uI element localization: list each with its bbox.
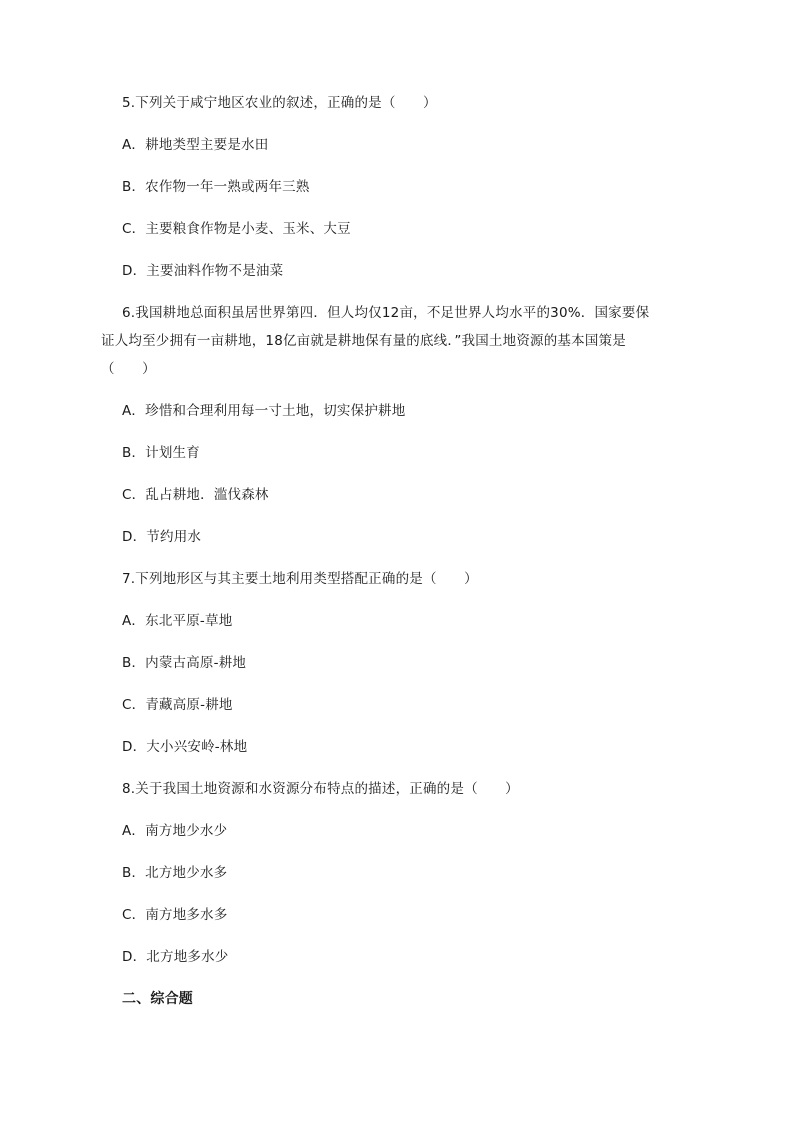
section-heading: 二、综合题 — [122, 991, 193, 1007]
question-7-option-a: A．东北平原-草地 — [122, 613, 233, 629]
question-5-stem: 5.下列关于咸宁地区农业的叙述，正确的是（ ） — [122, 95, 437, 111]
question-6-option-b: B．计划生育 — [122, 445, 200, 461]
question-6-option-c: C．乱占耕地．滥伐森林 — [122, 487, 269, 503]
question-7-option-b: B．内蒙古高原-耕地 — [122, 655, 247, 671]
question-5-option-b: B．农作物一年一熟或两年三熟 — [122, 179, 310, 195]
question-8-stem: 8.关于我国土地资源和水资源分布特点的描述，正确的是（ ） — [122, 781, 519, 797]
question-7-stem: 7.下列地形区与其主要土地利用类型搭配正确的是（ ） — [122, 571, 478, 587]
question-8-option-b: B．北方地少水多 — [122, 865, 228, 881]
question-6-stem-line-3: （ ） — [101, 361, 156, 377]
question-6-option-d: D．节约用水 — [122, 529, 202, 545]
question-6-option-a: A．珍惜和合理利用每一寸土地，切实保护耕地 — [122, 403, 406, 419]
question-6-stem-line-2: 证人均至少拥有一亩耕地，18亿亩就是耕地保有量的底线．”我国土地资源的基本国策是 — [101, 333, 626, 349]
question-6-stem-line-1: 6.我国耕地总面积虽居世界第四．但人均仅12亩，不足世界人均水平的30%．国家要保 — [122, 305, 650, 321]
question-5-option-d: D．主要油料作物不是油菜 — [122, 263, 284, 279]
question-5-option-a: A．耕地类型主要是水田 — [122, 137, 269, 153]
question-8-option-c: C．南方地多水多 — [122, 907, 228, 923]
question-7-option-c: C．青藏高原-耕地 — [122, 697, 233, 713]
question-8-option-d: D．北方地多水少 — [122, 949, 229, 965]
question-8-option-a: A．南方地少水少 — [122, 823, 228, 839]
question-5-option-c: C．主要粮食作物是小麦、玉米、大豆 — [122, 221, 351, 237]
question-7-option-d: D．大小兴安岭-林地 — [122, 739, 248, 755]
